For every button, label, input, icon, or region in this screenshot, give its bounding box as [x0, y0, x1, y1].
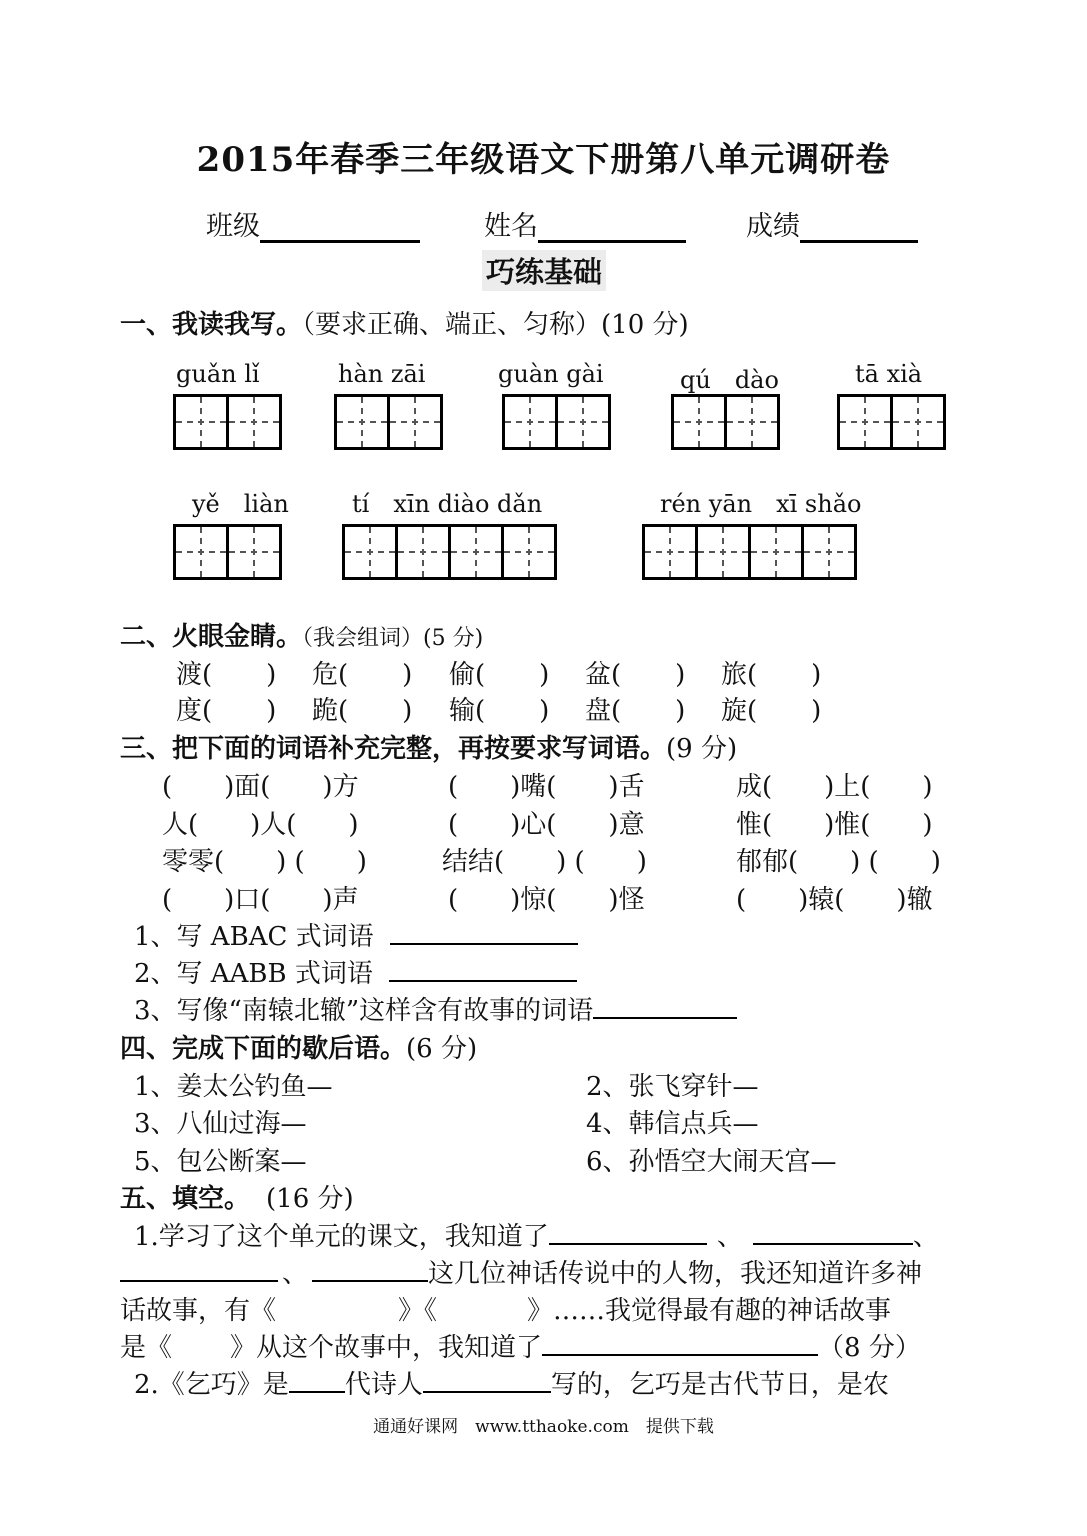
writing-grid-8[interactable]: [642, 524, 857, 580]
q2-item[interactable]: 渡( ): [176, 660, 277, 690]
pinyin-4: qú dào: [680, 366, 779, 394]
writing-grid-2[interactable]: [334, 394, 443, 450]
pinyin-7: tí xīn diào dǎn: [352, 490, 543, 518]
answer-blank[interactable]: [753, 1217, 913, 1245]
answer-blank[interactable]: [549, 1217, 707, 1245]
idiom-fill[interactable]: 成( )上( ): [736, 772, 933, 802]
pinyin-3: guàn gài: [498, 360, 604, 388]
proverb-item: 3、八仙过海—: [134, 1109, 307, 1139]
proverb-item: 5、包公断案—: [134, 1147, 307, 1177]
name-blank[interactable]: [538, 210, 686, 243]
q2-item[interactable]: 旅( ): [721, 660, 822, 690]
q5-line-2: 、 这几位神话传说中的人物，我还知道许多神: [120, 1253, 922, 1290]
class-field: [206, 204, 420, 243]
pinyin-5: tā xià: [855, 360, 923, 388]
idiom-fill[interactable]: ( )辕( )辙: [736, 885, 933, 915]
writing-grid-6[interactable]: [173, 524, 282, 580]
q5-line-5: 2.《乞巧》是 代诗人 写的，乞巧是古代节日，是农: [134, 1364, 889, 1401]
idiom-fill[interactable]: 惟( )惟( ): [736, 810, 933, 840]
q3-title: 三、把下面的词语补充完整，再按要求写词语。: [120, 734, 667, 764]
proverb-item: 6、孙悟空大闹天宫—: [586, 1147, 837, 1177]
q5-line-1: 1.学习了这个单元的课文，我知道了 、 、: [134, 1216, 939, 1253]
pinyin-2: hàn zāi: [338, 360, 426, 388]
q2-heading: [120, 616, 483, 653]
answer-blank[interactable]: [312, 1254, 428, 1282]
q2-item[interactable]: 偷( ): [449, 660, 550, 690]
q2-item[interactable]: 盆( ): [585, 660, 686, 690]
q4-score: (6 分): [406, 1034, 478, 1064]
q2-item[interactable]: 危( ): [312, 660, 413, 690]
name-field: [484, 204, 686, 243]
q2-item[interactable]: 旋( ): [721, 696, 822, 726]
proverb-item: 4、韩信点兵—: [586, 1109, 759, 1139]
writing-grid-1[interactable]: [173, 394, 282, 450]
q1-heading: [120, 304, 689, 341]
q1-title: 一、我读我写。: [120, 310, 303, 340]
q3-task-3: 3、写像“南辕北辙”这样含有故事的词语: [134, 990, 737, 1027]
pinyin-6: yě liàn: [192, 490, 289, 518]
q2-item[interactable]: 度( ): [176, 696, 277, 726]
q2-note: （我会组词）(5 分): [302, 626, 484, 651]
q4-heading: [120, 1028, 477, 1065]
answer-blank[interactable]: [542, 1328, 818, 1356]
idiom-fill[interactable]: 结结( ) ( ): [442, 847, 647, 877]
score-label: 成绩: [746, 211, 800, 242]
q4-title: 四、完成下面的歇后语。: [120, 1034, 407, 1064]
section-tag: 巧练基础: [482, 250, 606, 291]
answer-blank[interactable]: [593, 991, 737, 1019]
score-field: [746, 204, 918, 243]
q5-title: 五、填空。: [120, 1184, 251, 1214]
answer-blank[interactable]: [289, 1365, 345, 1393]
answer-blank[interactable]: [390, 917, 578, 945]
q2-item[interactable]: 跪( ): [312, 696, 413, 726]
idiom-fill[interactable]: 人( )人( ): [162, 810, 359, 840]
name-label: 姓名: [484, 211, 538, 242]
score-blank[interactable]: [800, 210, 918, 243]
pinyin-8: rén yān xī shǎo: [660, 490, 862, 518]
writing-grid-4[interactable]: [671, 394, 780, 450]
q3-task-1: 1、写 ABAC 式词语: [134, 916, 578, 953]
class-label: 班级: [206, 211, 260, 242]
q5-heading: [120, 1178, 354, 1215]
q5-score: (16 分): [266, 1184, 354, 1214]
idiom-fill[interactable]: ( )口( )声: [162, 885, 359, 915]
proverb-item: 2、张飞穿针—: [586, 1072, 759, 1102]
q3-heading: [120, 728, 737, 765]
q5-line-3: 话故事，有《 》《 》……我觉得最有趣的神话故事: [120, 1296, 892, 1326]
page-title: 2015年春季三年级语文下册第八单元调研卷: [196, 140, 891, 180]
idiom-fill[interactable]: ( )嘴( )舌: [448, 772, 645, 802]
writing-grid-7[interactable]: [342, 524, 557, 580]
answer-blank[interactable]: [423, 1365, 551, 1393]
idiom-fill[interactable]: 郁郁( ) ( ): [736, 847, 941, 877]
idiom-fill[interactable]: ( )心( )意: [448, 810, 645, 840]
q2-title: 二、火眼金睛。: [120, 622, 303, 652]
q2-item[interactable]: 盘( ): [585, 696, 686, 726]
proverb-item: 1、姜太公钓鱼—: [134, 1072, 333, 1102]
q2-item[interactable]: 输( ): [449, 696, 550, 726]
pinyin-1: guǎn lǐ: [176, 360, 260, 388]
answer-blank[interactable]: [120, 1254, 278, 1282]
writing-grid-3[interactable]: [502, 394, 611, 450]
class-blank[interactable]: [260, 210, 420, 243]
q3-task-2: 2、写 AABB 式词语: [134, 953, 577, 990]
q3-score: (9 分): [666, 734, 738, 764]
answer-blank[interactable]: [389, 954, 577, 982]
footer-credit: 通通好课网 www.tthaoke.com 提供下载: [373, 1417, 714, 1437]
idiom-fill[interactable]: ( )面( )方: [162, 772, 359, 802]
q1-note: （要求正确、端正、匀称）(10 分): [302, 310, 689, 340]
writing-grid-5[interactable]: [837, 394, 946, 450]
q5-line-4: 是《 》从这个故事中，我知道了 （8 分）: [120, 1327, 921, 1364]
idiom-fill[interactable]: 零零( ) ( ): [162, 847, 367, 877]
idiom-fill[interactable]: ( )惊( )怪: [448, 885, 645, 915]
